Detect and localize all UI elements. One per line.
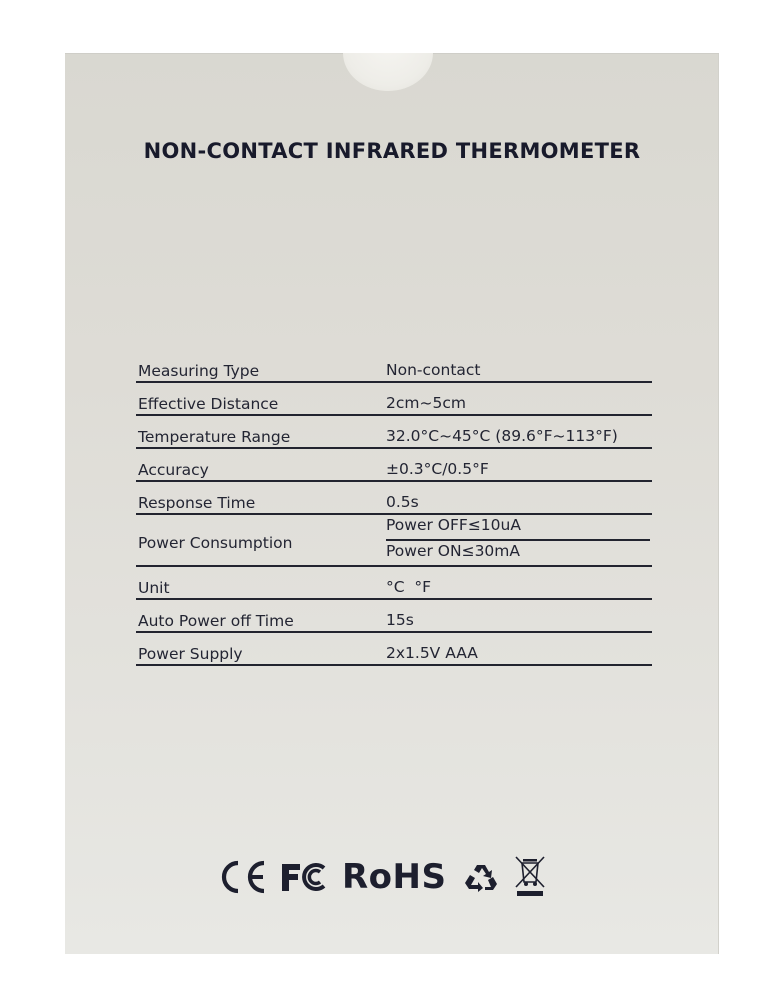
spec-label: Power Consumption bbox=[138, 534, 293, 552]
weee-crossed-bin-icon bbox=[514, 855, 546, 899]
spec-row-effective-distance bbox=[136, 383, 652, 416]
spec-label: Power Supply bbox=[138, 645, 243, 663]
spec-value: 2x1.5V AAA bbox=[386, 644, 478, 662]
spec-row-temperature-range bbox=[136, 416, 652, 449]
spec-value: Non-contact bbox=[386, 361, 481, 379]
spec-row-power-consumption bbox=[136, 515, 652, 567]
spec-label: Auto Power off Time bbox=[138, 612, 294, 630]
spec-value: 2cm~5cm bbox=[386, 394, 466, 412]
spec-label: Unit bbox=[138, 579, 170, 597]
spec-value: 15s bbox=[386, 611, 414, 629]
spec-row-accuracy bbox=[136, 449, 652, 482]
spec-value: 32.0°C~45°C (89.6°F~113°F) bbox=[386, 427, 618, 445]
rohs-icon bbox=[342, 857, 446, 897]
spec-row-measuring-type bbox=[136, 350, 652, 383]
spec-label: Effective Distance bbox=[138, 395, 279, 413]
spec-label: Accuracy bbox=[138, 461, 209, 479]
certification-logos bbox=[218, 852, 546, 902]
thumb-notch-cutout bbox=[343, 53, 433, 91]
spec-label: Response Time bbox=[138, 494, 256, 512]
spec-value: °C °F bbox=[386, 578, 432, 596]
spec-value: 0.5s bbox=[386, 493, 419, 511]
product-title: NON-CONTACT INFRARED THERMOMETER bbox=[143, 139, 641, 163]
rohs-label: RoHS bbox=[342, 857, 447, 897]
spec-label: Temperature Range bbox=[138, 428, 291, 446]
spec-value-power-on: Power ON≤30mA bbox=[386, 542, 520, 560]
spec-row-auto-power-off bbox=[136, 600, 652, 633]
spec-value-power-off: Power OFF≤10uA bbox=[386, 516, 650, 541]
spec-label: Measuring Type bbox=[138, 362, 260, 380]
recycle-icon bbox=[464, 862, 498, 892]
ce-mark-icon bbox=[218, 860, 270, 894]
spec-value: ±0.3°C/0.5°F bbox=[386, 460, 489, 478]
spec-row-power-supply bbox=[136, 633, 652, 666]
fcc-logo-icon bbox=[280, 860, 328, 894]
thumb-notch bbox=[0, 53, 784, 93]
spec-row-unit bbox=[136, 567, 652, 600]
spec-row-response-time bbox=[136, 482, 652, 515]
